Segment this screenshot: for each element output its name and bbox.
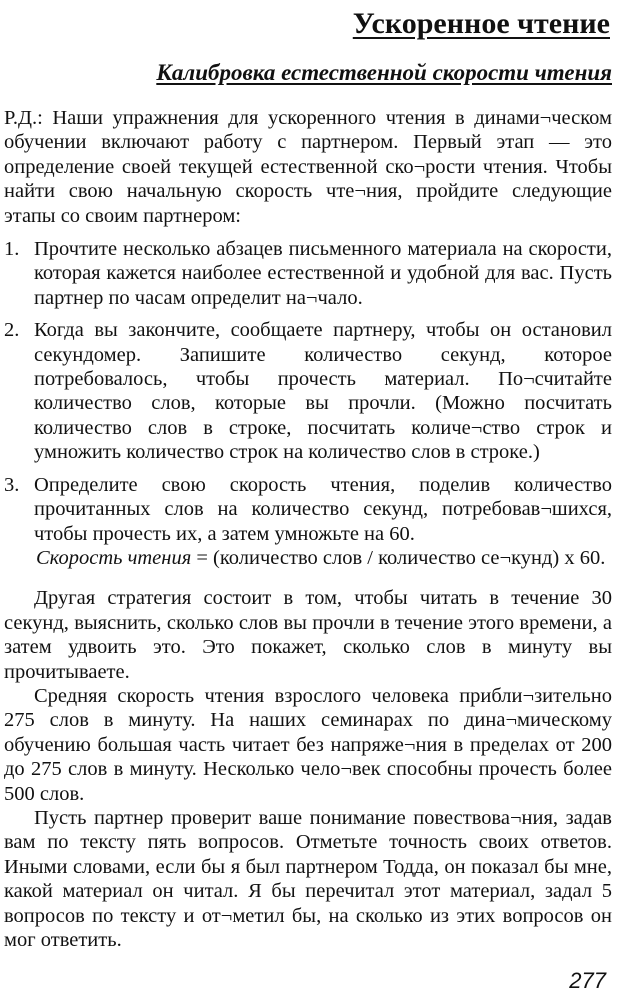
list-item-text: Когда вы закончите, сообщаете партнеру, чтобы он остановил секундомер. Запишите количество секунд, которое потребовалось, чтобы прочесть материал. По¬считайте количество слов, которые вы прочли. (Можно посчитать количество слов в строке, посчитать количе¬ство строк и умножить количество строк на количество слов в строке.) [34,319,612,464]
list-item-number: 3. [4,473,20,496]
paragraph: Другая стратегия состоит в том, чтобы читать в течение 30 секунд, выяснить, сколько слов вы прочли в течение этого времени, а затем удвоить это. Это покажет, сколько слов в минуту вы прочитываете. [4,587,612,683]
chapter-title: Ускоренное чтение [352,7,610,40]
list-item-text: Определите свою скорость чтения, поделив количество прочитанных слов на количество секунд, потребовав¬шихся, чтобы прочесть их, а затем умножьте на 60. [34,473,612,545]
paragraph: Средняя скорость чтения взрослого человека прибли¬зительно 275 слов в минуту. На наших семинарах по дина¬мическому обучению большая часть читает без напряже¬ния в пределах от 200 до 275 слов в минуту. Несколько чело¬век способны прочесть более 500 слов. [4,684,612,805]
list-item-text: Прочтите несколько абзацев письменного материала на скорости, которая кажется наиболее естественной и удобной для вас. Пусть партнер по часам определит на¬чало. [34,238,612,309]
list-item-number: 1. [4,238,20,261]
list-item-content [34,473,612,571]
formula-text: = (количество слов / количество се¬кунд) x 60. [191,546,606,569]
list-item [4,237,612,310]
page-number: 277 [569,968,606,993]
reading-speed-formula [34,546,612,570]
intro-paragraph: Р.Д.: Наши упражнения для ускоренного чтения в динами¬ческом обучении включают работу с партнером. Первый этап — это определение своей текущей естественной ско¬рости чтения. Чтобы найти свою начальную скорость чте¬ния, пройдите следующие этапы со своим партнером: [4,107,612,227]
section-title: Калибровка естественной скорости чтения [156,60,612,85]
page-body [4,106,612,952]
formula-label: Скорость чтения [36,546,192,569]
list-item [4,318,612,464]
paragraph: Пусть партнер проверит ваше понимание повествова¬ния, задав вам по тексту пять вопросов. Отметьте точность своих ответов. Иными словами, если бы я был партнером Тодда, он показал бы мне, какой материал он читал. Я бы перечитал этот материал, задал 5 вопросов по тексту и от¬метил бы, на сколько из этих вопросов он мог ответить. [4,806,612,951]
following-text [4,586,612,952]
list-item [4,473,612,571]
list-item-number: 2. [4,319,20,342]
steps-list [4,237,612,570]
